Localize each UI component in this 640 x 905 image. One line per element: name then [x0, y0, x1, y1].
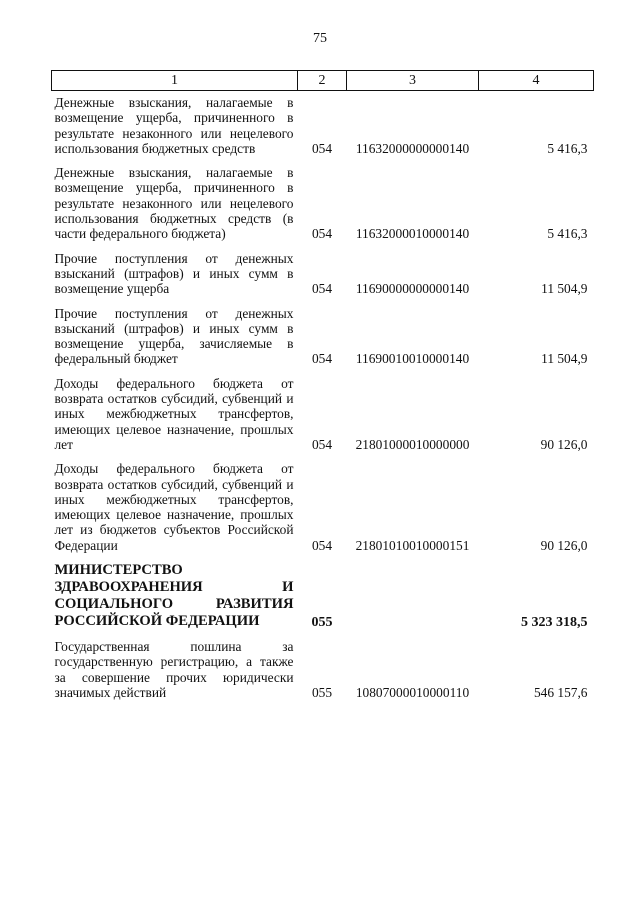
administrator-code: 054 [311, 351, 333, 367]
budget-classification-code [347, 553, 479, 630]
ministry-total-amount: 5 323 318,5 [521, 614, 588, 630]
table-row [52, 91, 594, 157]
budget-classification-code: 21801000010000000 [355, 436, 470, 452]
table-row [52, 367, 594, 452]
column-header-2: 2 [298, 71, 347, 91]
table-row [52, 452, 594, 553]
administrator-code: 054 [311, 226, 333, 242]
revenue-name: Прочие поступления от денежных взысканий (штрафов) и иных сумм в возмещение ущерба, зачисляемые в федеральный бюджет [54, 305, 294, 367]
table-row [52, 156, 594, 241]
column-header-1: 1 [52, 71, 298, 91]
amount: 90 126,0 [540, 436, 588, 452]
revenue-name: Денежные взыскания, налагаемые в возмещение ущерба, причиненного в результате незаконного или нецелевого использования бюджетных средств [54, 95, 294, 156]
administrator-code: 055 [311, 614, 333, 630]
amount: 5 416,3 [547, 226, 588, 242]
administrator-code: 054 [311, 537, 333, 553]
amount: 11 504,9 [541, 281, 588, 297]
administrator-code: 054 [311, 281, 333, 297]
budget-classification-code: 10807000010000110 [355, 684, 470, 700]
revenue-name: Государственная пошлина за государственную регистрацию, а также за совершение прочих юридически значимых действий [54, 639, 294, 700]
administrator-code: 054 [311, 436, 333, 452]
page-number: 75 [313, 31, 327, 46]
table-row [52, 242, 594, 297]
amount: 11 504,9 [541, 351, 588, 367]
budget-classification-code: 11632000000000140 [355, 140, 470, 156]
table-row [52, 630, 594, 700]
administrator-code: 055 [311, 684, 333, 700]
ministry-name: МИНИСТЕРСТВО ЗДРАВООХРАНЕНИЯ И СОЦИАЛЬНОГО РАЗВИТИЯ РОССИЙСКОЙ ФЕДЕРАЦИИ [54, 562, 294, 630]
table-row [52, 297, 594, 367]
revenue-name: Доходы федерального бюджета от возврата остатков субсидий, субвенций и иных межбюджетных трансфертов, имеющих целевое назначение, прошлых лет [54, 375, 294, 452]
budget-classification-code: 21801010010000151 [355, 537, 470, 553]
ministry-row [52, 553, 594, 630]
revenue-name: Прочие поступления от денежных взысканий (штрафов) и иных сумм в возмещение ущерба [54, 250, 294, 297]
amount: 546 157,6 [533, 684, 588, 700]
budget-classification-code: 11690000000000140 [355, 281, 470, 297]
column-number-row [52, 71, 594, 91]
amount: 90 126,0 [540, 537, 588, 553]
column-header-3: 3 [347, 71, 479, 91]
revenue-name: Доходы федерального бюджета от возврата остатков субсидий, субвенций и иных межбюджетных трансфертов, имеющих целевое назначение, прошлых лет из бюджетов субъектов Российской Федерации [54, 461, 294, 553]
administrator-code: 054 [311, 140, 333, 156]
column-header-4: 4 [479, 71, 594, 91]
budget-classification-code: 11690010010000140 [355, 351, 470, 367]
budget-revenue-table [51, 70, 594, 700]
amount: 5 416,3 [547, 140, 588, 156]
revenue-name: Денежные взыскания, налагаемые в возмещение ущерба, причиненного в результате незаконного или нецелевого использования бюджетных средств (в части федерального бюджета) [54, 165, 294, 242]
budget-classification-code: 11632000010000140 [355, 226, 470, 242]
